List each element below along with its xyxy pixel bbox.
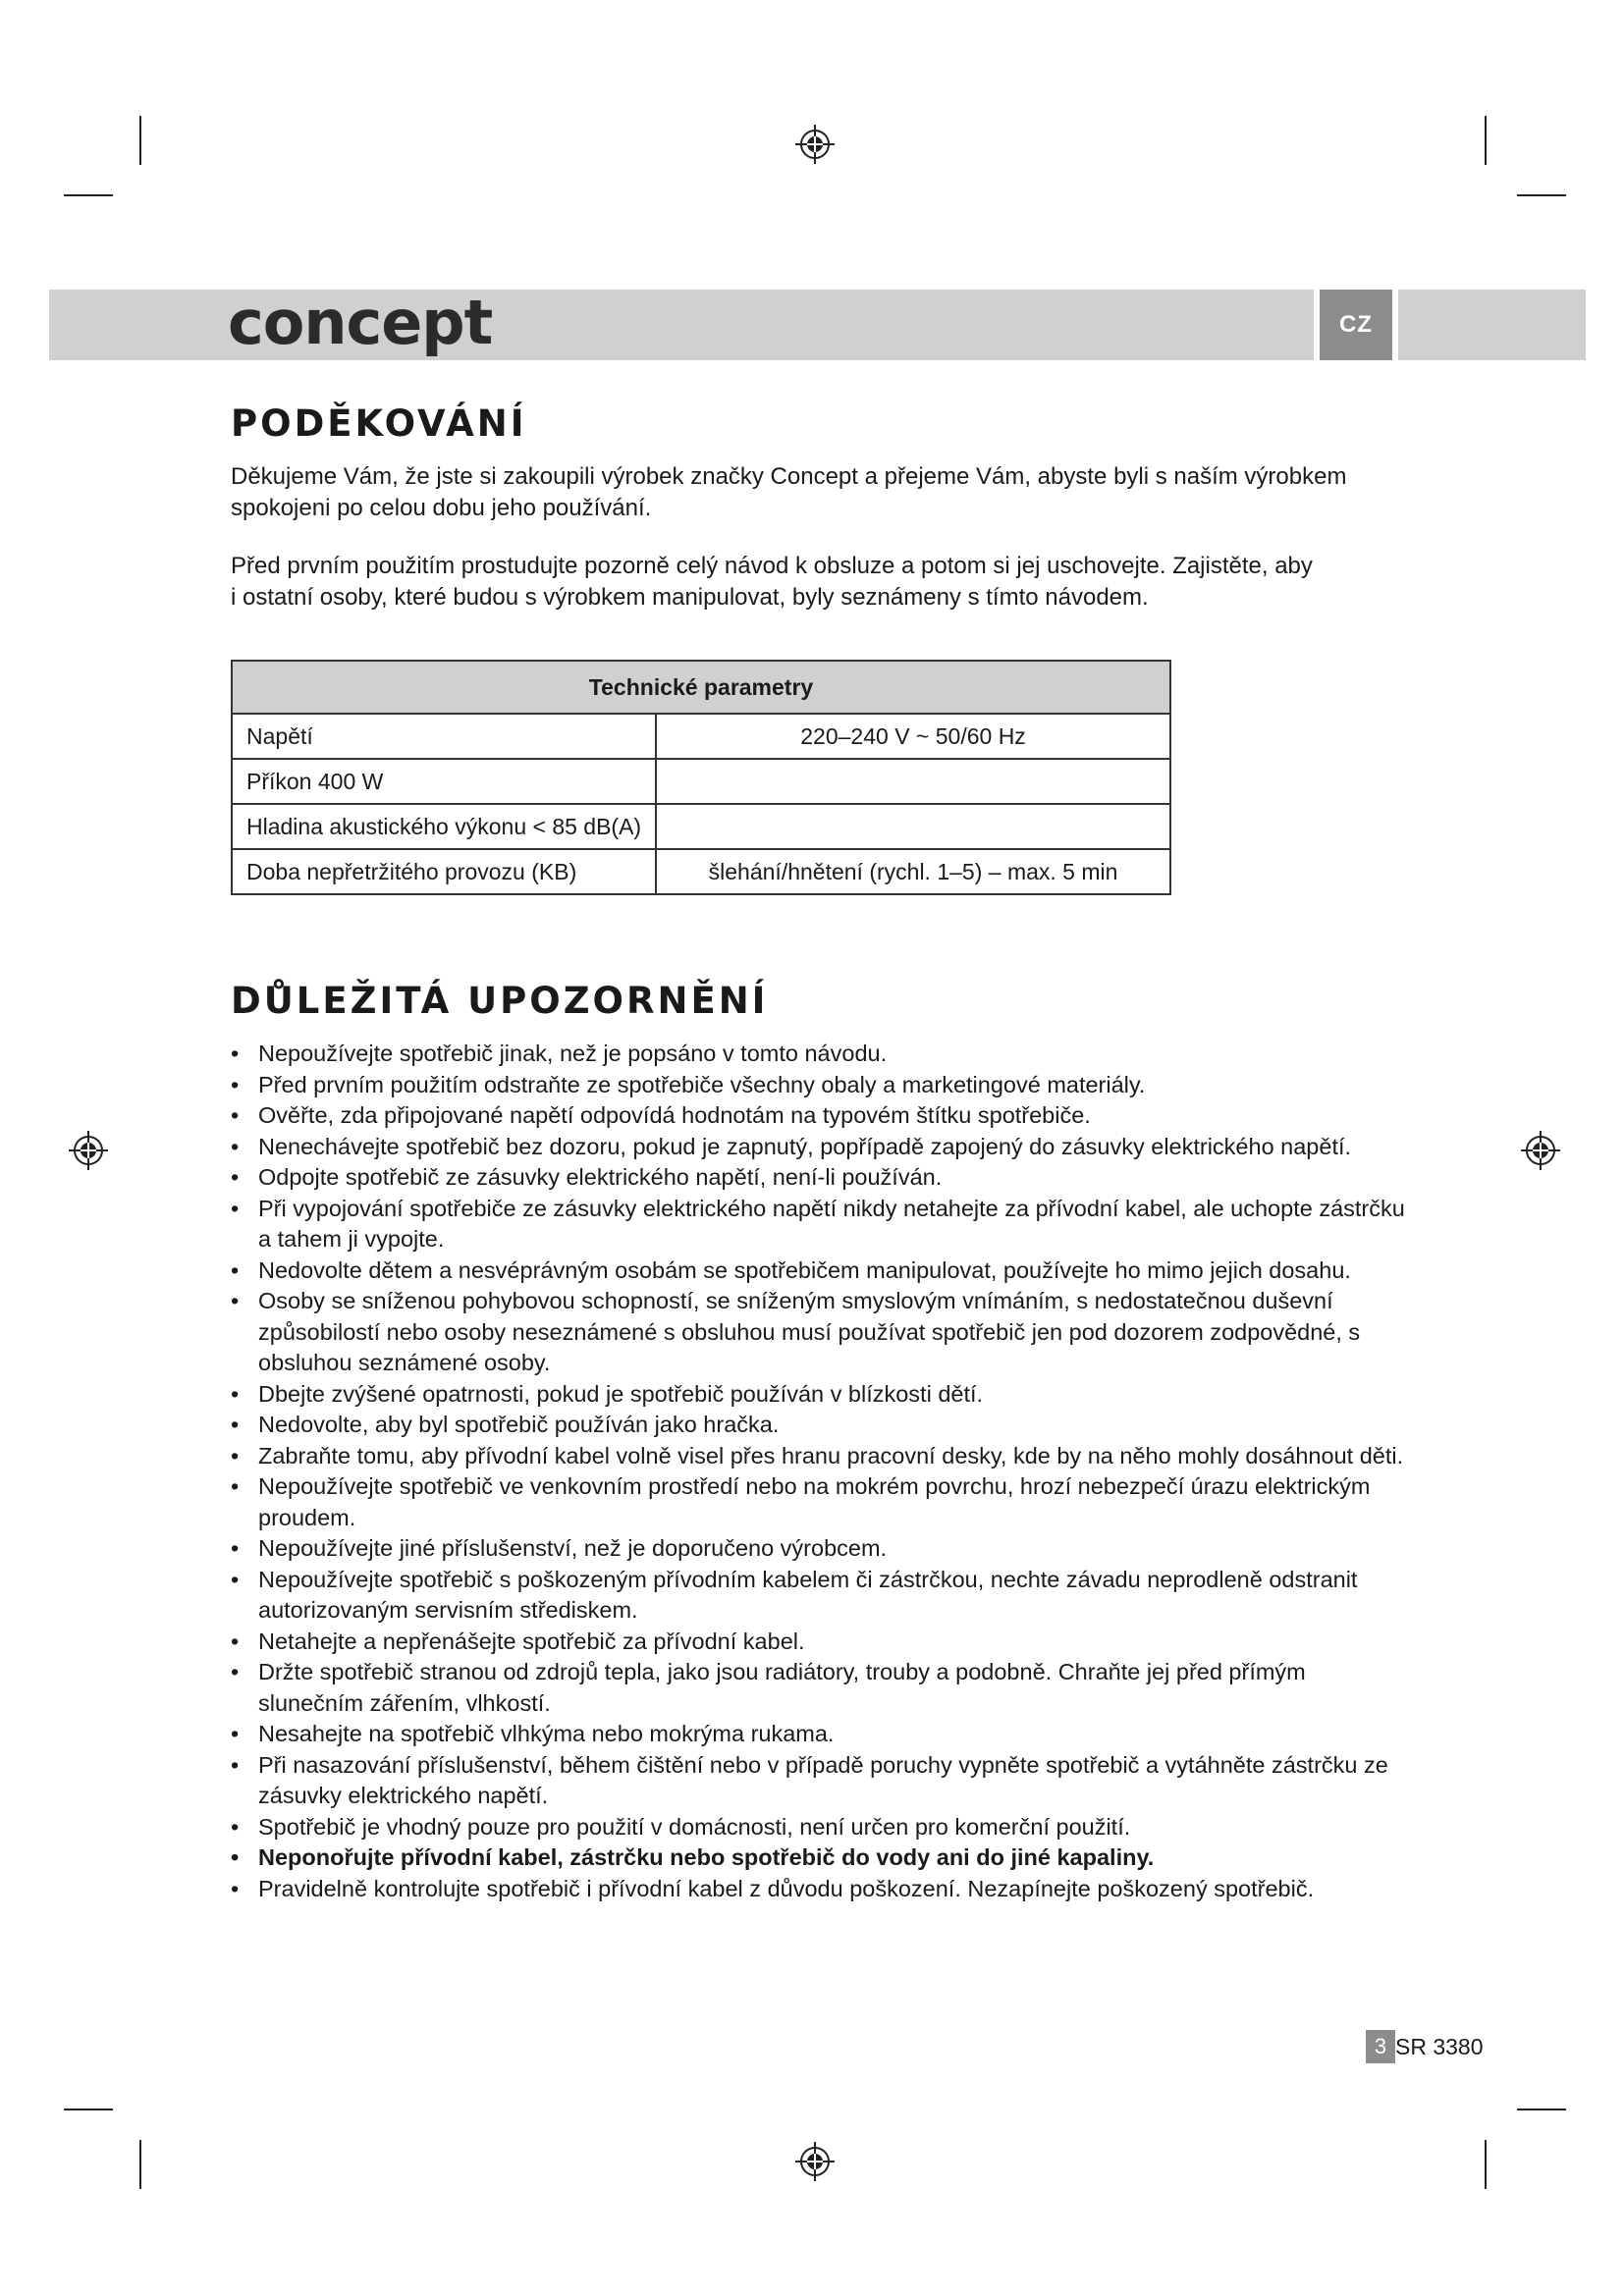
thanks-paragraph-2	[231, 551, 1389, 614]
registration-mark-icon	[793, 2140, 837, 2183]
table-row	[232, 759, 1170, 804]
text-line: i ostatní osoby, které budou s výrobkem manipulovat, byly seznámeny s tímto návodem.	[231, 584, 1149, 611]
list-item: • Spotřebič je vhodný pouze pro použití v domácnosti, není určen pro komerční použití.	[231, 1812, 1409, 1843]
spec-value	[656, 804, 1170, 849]
list-item: • Dbejte zvýšené opatrnosti, pokud je spotřebič používán v blízkosti dětí.	[231, 1379, 1409, 1411]
spec-value	[656, 759, 1170, 804]
page-number: 3	[1366, 2030, 1395, 2063]
list-item: • Držte spotřebič stranou od zdrojů tepla, jako jsou radiátory, trouby a podobně. Chraňte jej před přímým slunečním zářením, vlhkostí.	[231, 1657, 1409, 1719]
list-item: • Při vypojování spotřebiče ze zásuvky elektrického napětí nikdy netahejte za přívodní kabel, ale uchopte zástrčku a tahem ji vypojte.	[231, 1194, 1409, 1255]
spec-label: Napětí	[232, 714, 656, 759]
crop-mark	[1517, 2109, 1566, 2110]
list-item: • Zabraňte tomu, aby přívodní kabel volně visel přes hranu pracovní desky, kde by na něho mohly dosáhnout děti.	[231, 1441, 1409, 1472]
spec-value: šlehání/hnětení (rychl. 1–5) – max. 5 min	[656, 849, 1170, 894]
list-item: • Odpojte spotřebič ze zásuvky elektrického napětí, není-li používán.	[231, 1162, 1409, 1194]
list-item: • Neponořujte přívodní kabel, zástrčku nebo spotřebič do vody ani do jiné kapaliny.	[231, 1842, 1409, 1874]
spec-label: Doba nepřetržitého provozu (KB)	[232, 849, 656, 894]
text-line: Děkujeme Vám, že jste si zakoupili výrobek značky Concept a přejeme Vám, abyste byli s naším výrobkem	[231, 463, 1347, 490]
list-item: • Ověřte, zda připojované napětí odpovídá hodnotám na typovém štítku spotřebiče.	[231, 1100, 1409, 1132]
spec-table	[231, 660, 1171, 895]
crop-mark	[64, 2109, 113, 2110]
spec-value: 220–240 V ~ 50/60 Hz	[656, 714, 1170, 759]
spec-label: Hladina akustického výkonu < 85 dB(A)	[232, 804, 656, 849]
crop-mark	[1485, 116, 1487, 165]
list-item: • Při nasazování příslušenství, během čištění nebo v případě poruchy vypněte spotřebič a vytáhněte zástrčku ze zásuvky elektrického napětí.	[231, 1750, 1409, 1812]
table-row	[232, 849, 1170, 894]
thanks-heading: PODĚKOVÁNÍ	[231, 402, 527, 445]
text-line: Před prvním použitím prostudujte pozorně celý návod k obsluze a potom si jej uschovejte. Zajistěte, aby	[231, 553, 1313, 579]
list-item: • Nepoužívejte spotřebič jinak, než je popsáno v tomto návodu.	[231, 1039, 1409, 1070]
table-row	[232, 804, 1170, 849]
list-item: • Nedovolte, aby byl spotřebič používán jako hračka.	[231, 1410, 1409, 1441]
crop-mark	[139, 2140, 141, 2189]
table-row	[232, 714, 1170, 759]
warnings-heading: DŮLEŽITÁ UPOZORNĚNÍ	[231, 980, 769, 1022]
list-item: • Nesahejte na spotřebič vlhkýma nebo mokrýma rukama.	[231, 1719, 1409, 1750]
warnings-list	[231, 1039, 1409, 1904]
list-item: • Před prvním použitím odstraňte ze spotřebiče všechny obaly a marketingové materiály.	[231, 1070, 1409, 1101]
list-item: • Nepoužívejte spotřebič s poškozeným přívodním kabelem či zástrčkou, nechte závadu neprodleně odstranit autorizovaným servisním střediskem.	[231, 1565, 1409, 1627]
spec-table-title: Technické parametry	[232, 661, 1170, 714]
header-divider	[1392, 290, 1398, 360]
thanks-paragraph-1	[231, 461, 1389, 524]
brand-logo: concept	[228, 287, 493, 358]
list-item: • Netahejte a nepřenášejte spotřebič za přívodní kabel.	[231, 1627, 1409, 1658]
crop-mark	[1485, 2140, 1487, 2189]
model-number: SR 3380	[1395, 2034, 1484, 2059]
list-item: • Nepoužívejte jiné příslušenství, než je doporučeno výrobcem.	[231, 1533, 1409, 1565]
text-line: spokojeni po celou dobu jeho používání.	[231, 495, 652, 521]
list-item: • Pravidelně kontrolujte spotřebič i přívodní kabel z důvodu poškození. Nezapínejte poškozený spotřebič.	[231, 1874, 1409, 1905]
list-item: • Nedovolte dětem a nesvéprávným osobám se spotřebičem manipulovat, používejte ho mimo jejich dosahu.	[231, 1255, 1409, 1287]
language-badge: CZ	[1320, 290, 1392, 360]
registration-mark-icon	[67, 1129, 110, 1172]
list-item: • Nenechávejte spotřebič bez dozoru, pokud je zapnutý, popřípadě zapojený do zásuvky elektrického napětí.	[231, 1132, 1409, 1163]
crop-mark	[1517, 194, 1566, 196]
crop-mark	[139, 116, 141, 165]
registration-mark-icon	[793, 123, 837, 166]
spec-label: Příkon 400 W	[232, 759, 656, 804]
list-item: • Nepoužívejte spotřebič ve venkovním prostředí nebo na mokrém povrchu, hrozí nebezpečí úrazu elektrickým proudem.	[231, 1471, 1409, 1533]
registration-mark-icon	[1519, 1129, 1562, 1172]
list-item: • Osoby se sníženou pohybovou schopností, se sníženým smyslovým vnímáním, s nedostatečnou duševní způsobilostí nebo osoby neseznámené s obsluhou musí používat spotřebič jen pod dozorem zodpovědné, s obsluhou seznámené osoby.	[231, 1286, 1409, 1379]
crop-mark	[64, 194, 113, 196]
